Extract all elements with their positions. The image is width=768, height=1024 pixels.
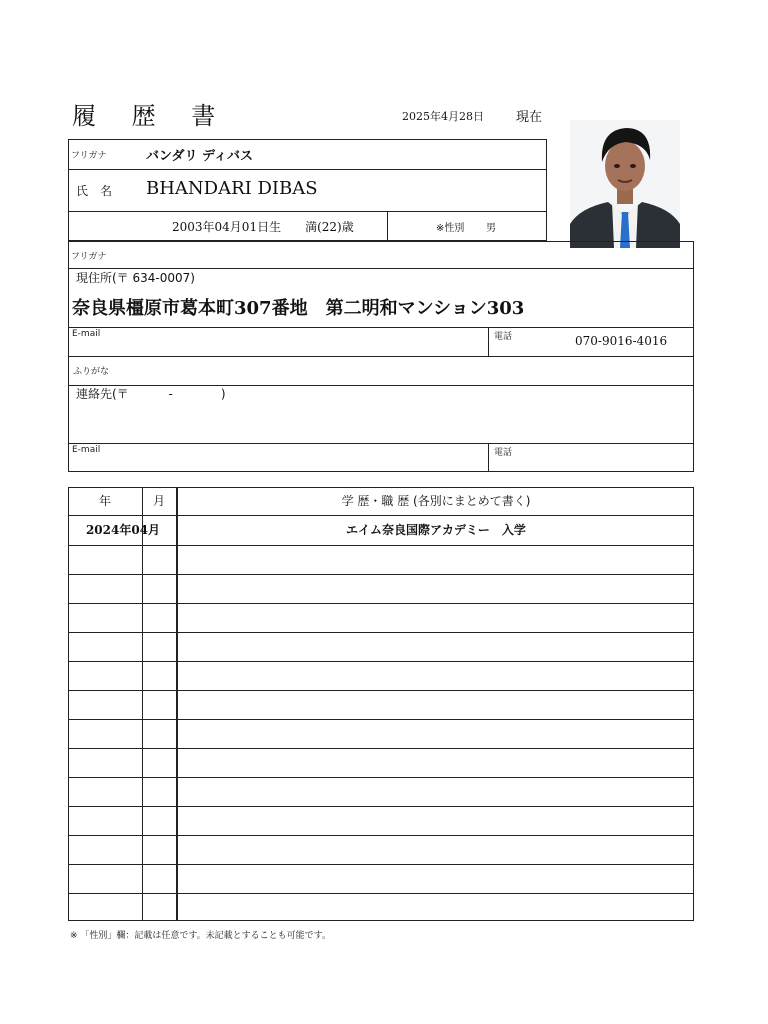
address-value: 奈良県橿原市葛本町307番地 第二明和マンション303 bbox=[72, 298, 525, 319]
name-value: BHANDARI DIBAS bbox=[146, 178, 318, 199]
document-current-label: 現在 bbox=[516, 110, 543, 125]
history-row-content: エイム奈良国際アカデミー 入学 bbox=[346, 523, 526, 537]
applicant-photo bbox=[570, 120, 680, 248]
address-phone-label: 電話 bbox=[494, 332, 513, 342]
furigana-label: フリガナ bbox=[71, 151, 107, 161]
contact-phone-label: 電話 bbox=[494, 448, 513, 458]
person-photo-icon bbox=[570, 120, 680, 248]
history-year-header: 年 bbox=[98, 494, 111, 508]
gender-value: 男 bbox=[486, 223, 496, 234]
name-label: 氏 名 bbox=[76, 184, 113, 198]
document-date: 2025年4月28日 bbox=[402, 110, 484, 123]
contact-label: 連絡先(〒 - ) bbox=[76, 387, 226, 401]
address-phone-value: 070-9016-4016 bbox=[575, 334, 668, 348]
gender-label: ※性別 bbox=[436, 223, 465, 234]
contact-furigana-label: ふりがな bbox=[73, 367, 110, 377]
furigana-value: バンダリ ディバス bbox=[146, 149, 253, 164]
history-month-header: 月 bbox=[152, 494, 165, 508]
history-content-header: 学 歴・職 歴 (各別にまとめて書く) bbox=[341, 494, 531, 508]
footnote: ※ 「性別」欄：記載は任意です。未記載とすることも可能です。 bbox=[70, 931, 331, 941]
address-email-label: E-mail bbox=[72, 329, 101, 339]
history-row-year: 2024年04月 bbox=[85, 523, 161, 537]
history-table bbox=[68, 487, 694, 921]
contact-email-label: E-mail bbox=[72, 445, 101, 455]
birth-date: 2003年04月01日生 満(22)歳 bbox=[172, 220, 354, 234]
document-title: 履 歴 書 bbox=[72, 102, 230, 130]
address-label: 現住所(〒 634-0007) bbox=[76, 271, 195, 285]
address-furigana-label: フリガナ bbox=[71, 252, 107, 262]
